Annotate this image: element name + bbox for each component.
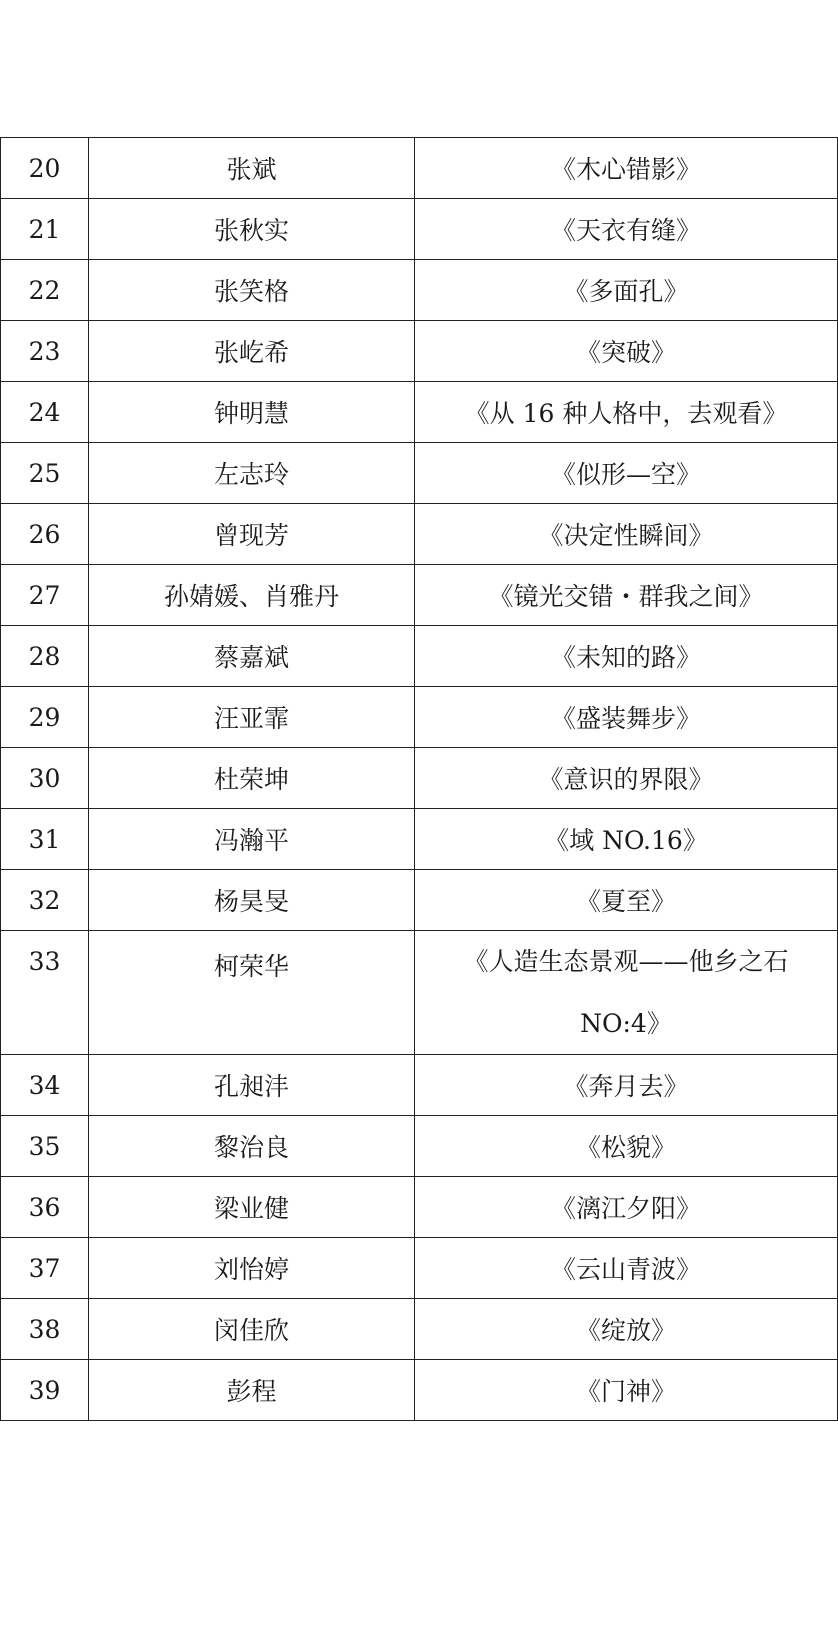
work-title-line: 《似形—空》	[550, 460, 701, 489]
work-title-line: 《松貌》	[575, 1133, 676, 1162]
work-title-line: 《从 16 种人格中，去观看》	[464, 399, 788, 428]
row-number: 20	[1, 138, 89, 199]
artist-name: 梁业健	[89, 1177, 415, 1238]
row-number: 34	[1, 1055, 89, 1116]
artist-name: 孔昶沣	[89, 1055, 415, 1116]
work-title-line: 《未知的路》	[550, 643, 701, 672]
artist-name: 左志玲	[89, 443, 415, 504]
work-title	[415, 443, 838, 504]
work-title-line: 《漓江夕阳》	[550, 1194, 701, 1223]
artist-name: 蔡嘉斌	[89, 626, 415, 687]
table-row	[1, 382, 838, 443]
work-title	[415, 931, 838, 1055]
table-row	[1, 138, 838, 199]
artist-name: 杜荣坤	[89, 748, 415, 809]
work-title-line: 《突破》	[575, 338, 676, 367]
artist-name: 汪亚霏	[89, 687, 415, 748]
work-title-line: 《奔月去》	[563, 1072, 689, 1101]
row-number: 29	[1, 687, 89, 748]
work-title	[415, 1177, 838, 1238]
work-title	[415, 748, 838, 809]
work-title-line: 《意识的界限》	[538, 765, 714, 794]
work-title	[415, 1055, 838, 1116]
artist-name: 冯瀚平	[89, 809, 415, 870]
work-title-line: 《天衣有缝》	[550, 216, 701, 245]
row-number: 33	[1, 931, 89, 1055]
work-title-line: 《镜光交错・群我之间》	[488, 582, 764, 611]
row-number: 39	[1, 1360, 89, 1421]
table-row	[1, 748, 838, 809]
work-title-line: 《绽放》	[575, 1316, 676, 1345]
artist-name: 张斌	[89, 138, 415, 199]
entries-table-body	[1, 138, 838, 1421]
work-title	[415, 1299, 838, 1360]
table-row	[1, 626, 838, 687]
work-title	[415, 1116, 838, 1177]
table-row	[1, 1238, 838, 1299]
artist-name: 张笑格	[89, 260, 415, 321]
work-title	[415, 1360, 838, 1421]
table-row	[1, 870, 838, 931]
table-row	[1, 1116, 838, 1177]
work-title-line: 《云山青波》	[550, 1255, 701, 1284]
row-number: 21	[1, 199, 89, 260]
table-row	[1, 809, 838, 870]
work-title-line: NO:4》	[580, 1009, 672, 1038]
work-title	[415, 382, 838, 443]
row-number: 24	[1, 382, 89, 443]
table-row	[1, 199, 838, 260]
work-title	[415, 504, 838, 565]
work-title-line: 《木心错影》	[550, 155, 701, 184]
table-row	[1, 1299, 838, 1360]
artist-name: 张屹希	[89, 321, 415, 382]
row-number: 37	[1, 1238, 89, 1299]
work-title	[415, 870, 838, 931]
work-title	[415, 321, 838, 382]
table-row	[1, 443, 838, 504]
row-number: 26	[1, 504, 89, 565]
table-row	[1, 1055, 838, 1116]
row-number: 23	[1, 321, 89, 382]
artist-name: 张秋实	[89, 199, 415, 260]
row-number: 25	[1, 443, 89, 504]
work-title-line: 《人造生态景观——他乡之石	[463, 947, 789, 976]
row-number: 31	[1, 809, 89, 870]
work-title-line: 《盛装舞步》	[550, 704, 701, 733]
work-title	[415, 1238, 838, 1299]
work-title	[415, 260, 838, 321]
row-number: 30	[1, 748, 89, 809]
table-row	[1, 504, 838, 565]
work-title	[415, 138, 838, 199]
row-number: 36	[1, 1177, 89, 1238]
row-number: 27	[1, 565, 89, 626]
artist-name: 刘怡婷	[89, 1238, 415, 1299]
work-title-line: 《决定性瞬间》	[538, 521, 714, 550]
table-row	[1, 321, 838, 382]
table-row	[1, 565, 838, 626]
table-row	[1, 260, 838, 321]
work-title	[415, 565, 838, 626]
work-title	[415, 687, 838, 748]
table-row	[1, 1177, 838, 1238]
table-row	[1, 687, 838, 748]
entries-table-container	[0, 137, 837, 1421]
table-row	[1, 931, 838, 1055]
row-number: 32	[1, 870, 89, 931]
artist-name: 杨昊旻	[89, 870, 415, 931]
table-row	[1, 1360, 838, 1421]
artist-name: 孙婧媛、肖雅丹	[89, 565, 415, 626]
row-number: 22	[1, 260, 89, 321]
work-title	[415, 809, 838, 870]
entries-table	[0, 137, 838, 1421]
artist-name: 钟明慧	[89, 382, 415, 443]
artist-name: 彭程	[89, 1360, 415, 1421]
row-number: 35	[1, 1116, 89, 1177]
artist-name: 黎治良	[89, 1116, 415, 1177]
work-title	[415, 626, 838, 687]
work-title-line: 《域 NO.16》	[544, 826, 708, 855]
work-title	[415, 199, 838, 260]
work-title-line: 《门神》	[575, 1377, 676, 1406]
work-title-line: 《夏至》	[575, 887, 676, 916]
artist-name: 柯荣华	[89, 931, 415, 1055]
row-number: 38	[1, 1299, 89, 1360]
artist-name: 闵佳欣	[89, 1299, 415, 1360]
artist-name: 曾现芳	[89, 504, 415, 565]
work-title-line: 《多面孔》	[563, 277, 689, 306]
row-number: 28	[1, 626, 89, 687]
